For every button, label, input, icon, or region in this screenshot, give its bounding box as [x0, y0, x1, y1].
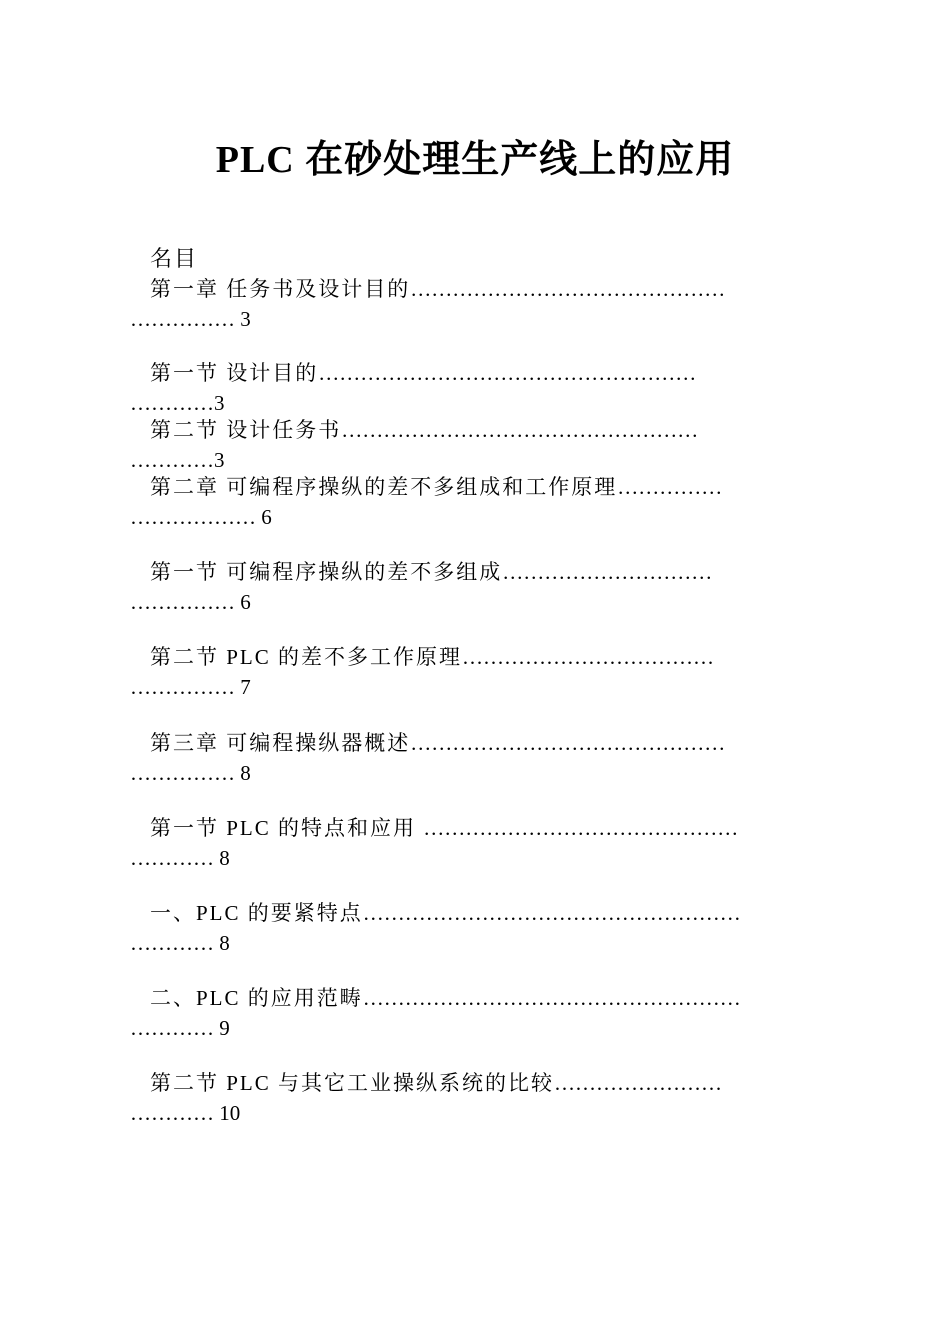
toc-entry-leader: …………… — [617, 475, 723, 499]
toc-entry[interactable] — [130, 642, 810, 702]
toc-entry-label: 第三章 可编程操纵器概述 — [150, 731, 411, 755]
toc-entry-leader: ………………………… — [502, 560, 713, 584]
toc-entry-leader: ………… — [130, 1016, 214, 1040]
toc-entry-leader: ………… — [130, 1101, 214, 1125]
toc-entry-leader: ……………………………………………… — [362, 901, 741, 925]
toc-entry-page: 6 — [256, 505, 272, 529]
toc-entry-page: 10 — [214, 1101, 241, 1125]
toc-entry-leader: ………… — [130, 448, 214, 472]
toc-entry-leader: …………… — [130, 590, 235, 614]
toc-entry-label: 二、PLC 的应用范畴 — [150, 986, 363, 1010]
toc-entry-leader: ……………………………… — [462, 645, 715, 669]
toc-entry-leader: …………… — [130, 307, 235, 331]
toc-entry-leader: ……………… — [130, 505, 256, 529]
toc-entry-leader: ……………………………………… — [410, 277, 726, 301]
toc-entry-label: 第一章 任务书及设计目的 — [150, 277, 411, 301]
toc-entry-leader: ……………………………………………… — [318, 361, 697, 385]
toc-entry[interactable] — [130, 274, 810, 334]
document-title: PLC 在砂处理生产线上的应用 — [215, 139, 735, 181]
toc-entry-leader: …………… — [130, 675, 235, 699]
toc-entry-leader: ……………………………………… — [410, 731, 726, 755]
toc-entry-page: 8 — [214, 846, 230, 870]
toc-entry[interactable] — [130, 898, 810, 958]
toc-entry[interactable] — [130, 983, 810, 1043]
toc-entry[interactable] — [130, 1068, 810, 1128]
toc-heading: 名目 — [150, 246, 199, 271]
toc-entry-page: 3 — [214, 448, 225, 472]
toc-entry-label: 第一节 PLC 的特点和应用 — [150, 816, 424, 840]
toc-entry-leader: …………………………………………… — [341, 418, 699, 442]
toc-entry[interactable] — [130, 813, 810, 873]
toc-entry-label: 一、PLC 的要紧特点 — [150, 901, 363, 925]
toc-entry-leader: …………… — [130, 761, 235, 785]
toc-entry[interactable] — [130, 358, 810, 418]
toc-entry-label: 第二节 PLC 的差不多工作原理 — [150, 645, 463, 669]
toc-entry-page: 7 — [235, 675, 251, 699]
toc-entry-leader: …………………… — [554, 1071, 723, 1095]
toc-entry-leader: ………… — [130, 391, 214, 415]
toc-entry-label: 第二节 设计任务书 — [150, 418, 342, 442]
toc-entry-leader: ……………………………………………… — [362, 986, 741, 1010]
toc-entry-page: 6 — [235, 590, 251, 614]
toc-entry-leader: ………… — [130, 931, 214, 955]
toc-entry-page: 8 — [235, 761, 251, 785]
toc-entry-label: 第二节 PLC 与其它工业操纵系统的比较 — [150, 1071, 555, 1095]
toc-entry-leader: ………… — [130, 846, 214, 870]
toc-entry[interactable] — [130, 472, 810, 532]
toc-entry-leader: ……………………………………… — [423, 816, 739, 840]
toc-entry-label: 第一节 设计目的 — [150, 361, 319, 385]
toc-entry[interactable] — [130, 557, 810, 617]
toc-entry[interactable] — [130, 415, 810, 475]
toc-entry-label: 第一节 可编程序操纵的差不多组成 — [150, 560, 503, 584]
toc-entry-page: 8 — [214, 931, 230, 955]
toc-entry[interactable] — [130, 728, 810, 788]
toc-entry-page: 9 — [214, 1016, 230, 1040]
toc-entry-page: 3 — [235, 307, 251, 331]
toc-entry-page: 3 — [214, 391, 225, 415]
toc-entry-label: 第二章 可编程序操纵的差不多组成和工作原理 — [150, 475, 618, 499]
